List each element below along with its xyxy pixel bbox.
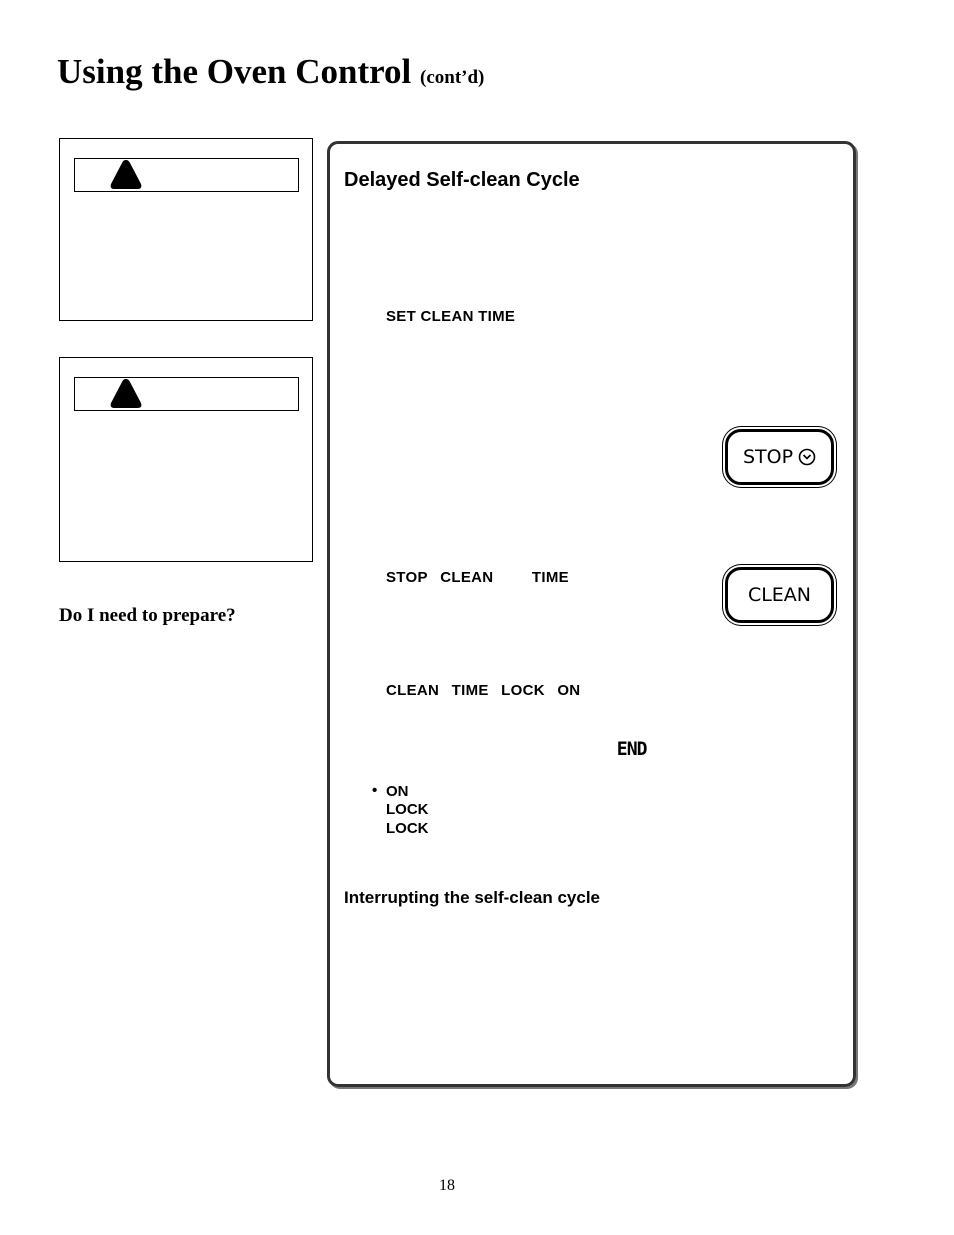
keyword-clean: CLEAN xyxy=(440,569,494,586)
keyword-stop: STOP xyxy=(386,569,428,586)
keyword-clean-time-lock-on xyxy=(386,682,580,699)
warning-triangle-icon xyxy=(109,378,143,409)
warning-header-1 xyxy=(74,158,299,192)
page-title xyxy=(57,52,484,92)
keyword-time: TIME xyxy=(531,569,569,586)
interrupting-heading: Interrupting the self-clean cycle xyxy=(344,888,601,907)
page-number: 18 xyxy=(439,1177,455,1194)
keyword-stop-clean-time xyxy=(386,569,569,586)
warning-header-2 xyxy=(74,377,299,411)
bullet-line-lock-1: LOCK xyxy=(386,801,429,818)
warning-box-2 xyxy=(59,357,313,562)
clock-icon xyxy=(798,448,816,466)
bullet-marker: • xyxy=(372,782,378,799)
page-title-text: Using the Oven Control xyxy=(57,52,412,91)
stop-button[interactable] xyxy=(725,429,834,485)
keyword-clean: CLEAN xyxy=(386,682,440,699)
prepare-heading: Do I need to prepare? xyxy=(59,605,236,626)
clean-button-label: CLEAN xyxy=(747,584,812,606)
stop-button-label: STOP xyxy=(742,446,794,468)
page-title-continued: (cont’d) xyxy=(420,67,485,88)
display-end-readout: END xyxy=(616,738,647,760)
warning-box-1 xyxy=(59,138,313,321)
keyword-time: TIME xyxy=(451,682,489,699)
delayed-self-clean-heading: Delayed Self-clean Cycle xyxy=(344,169,580,191)
keyword-on: ON xyxy=(557,682,581,699)
keyword-lock: LOCK xyxy=(501,682,545,699)
keyword-set-clean-time: SET CLEAN TIME xyxy=(386,308,516,325)
bullet-line-lock-2: LOCK xyxy=(386,820,429,837)
warning-triangle-icon xyxy=(109,159,143,190)
clean-button[interactable] xyxy=(725,567,834,623)
bullet-line-on: ON xyxy=(386,783,409,800)
